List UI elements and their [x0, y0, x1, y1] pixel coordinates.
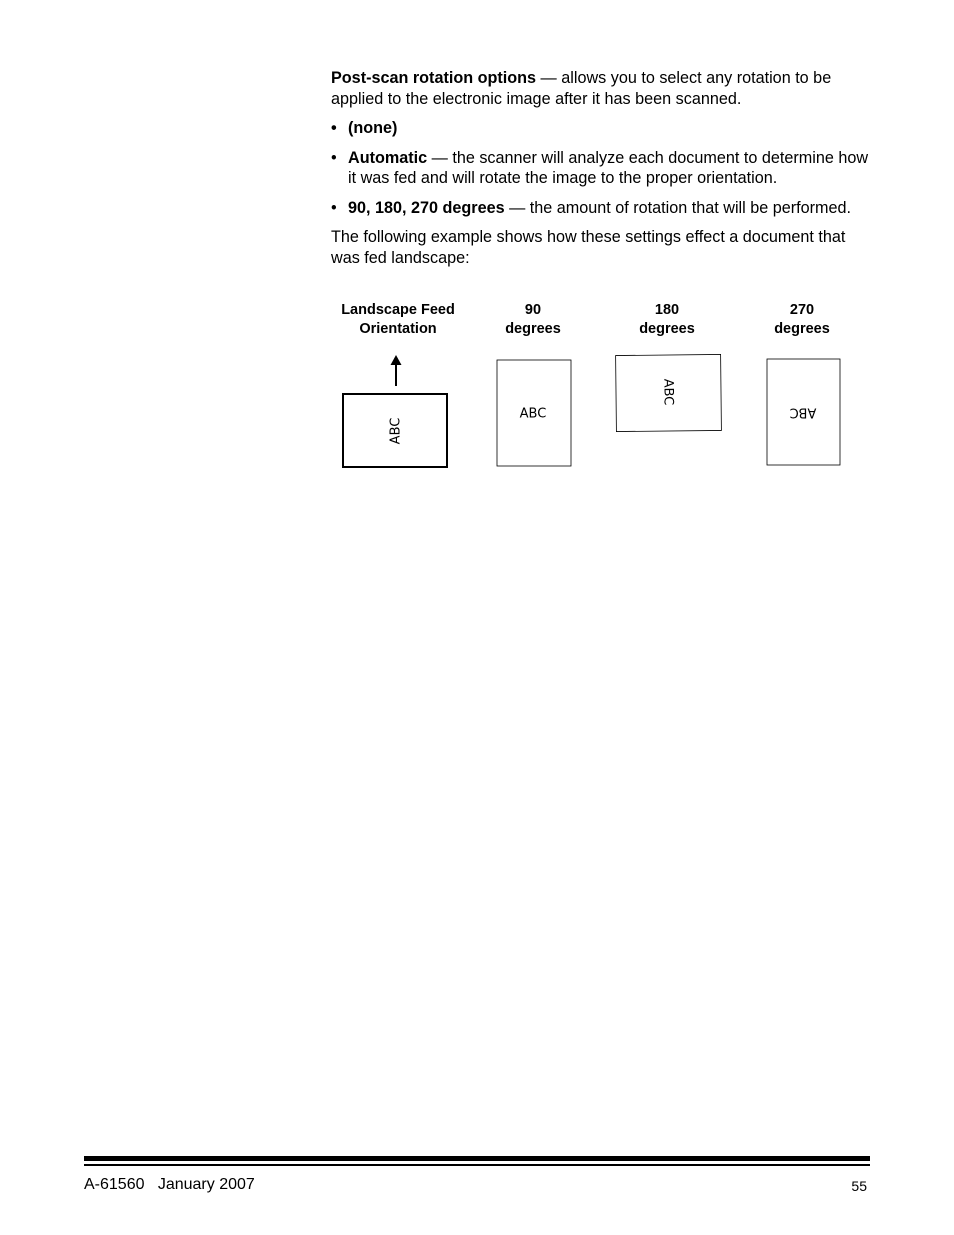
page-90-degrees [497, 360, 571, 466]
label-landscape-feed: Landscape Feed Orientation [341, 302, 455, 337]
footer-rule-thick [84, 1156, 870, 1161]
bullet-symbol: • [331, 119, 337, 137]
bullet-term: Automatic [348, 148, 428, 167]
bullet-term: 90, 180, 270 degrees [348, 198, 505, 217]
bullet-symbol: • [331, 198, 337, 217]
bullet-text: — the scanner will analyze each document to determine how it was fed and will rotate the image to the proper orientation. [348, 148, 869, 187]
page-text: ABC [789, 404, 817, 420]
bullet-term: (none) [348, 119, 398, 137]
label-270-degrees: 270 degrees [774, 302, 830, 337]
page-text: ABC [660, 378, 676, 406]
label-90-degrees: 90 degrees [505, 302, 561, 337]
bullet-degrees [331, 198, 871, 219]
bullet-none [331, 118, 871, 139]
page-270-degrees [767, 359, 840, 465]
page-180-degrees [616, 354, 722, 431]
feed-direction-arrow-icon [391, 355, 402, 386]
main-content [331, 68, 871, 268]
footer-page-number: 55 [851, 1178, 867, 1194]
page-text: ABC [519, 406, 547, 422]
rotation-figure [330, 298, 860, 478]
footer-rule-thin [84, 1164, 870, 1166]
rotation-diagram [330, 298, 860, 478]
bullet-text: — the amount of rotation that will be performed. [504, 198, 852, 217]
intro-text: — allows you to select any rotation to be applied to the electronic image after it has been scanned. [331, 69, 832, 108]
label-180-degrees: 180 degrees [639, 302, 695, 337]
example-paragraph: The following example shows how these settings effect a document that was fed landscape: [331, 228, 846, 267]
intro-paragraph [331, 68, 871, 109]
landscape-feed-page [343, 394, 447, 467]
page-text: ABC [388, 417, 404, 445]
bullet-symbol: • [331, 148, 337, 167]
intro-term: Post-scan rotation options [331, 69, 537, 87]
footer-doc-id: A-61560 January 2007 [84, 1176, 255, 1193]
bullet-automatic [331, 148, 871, 189]
